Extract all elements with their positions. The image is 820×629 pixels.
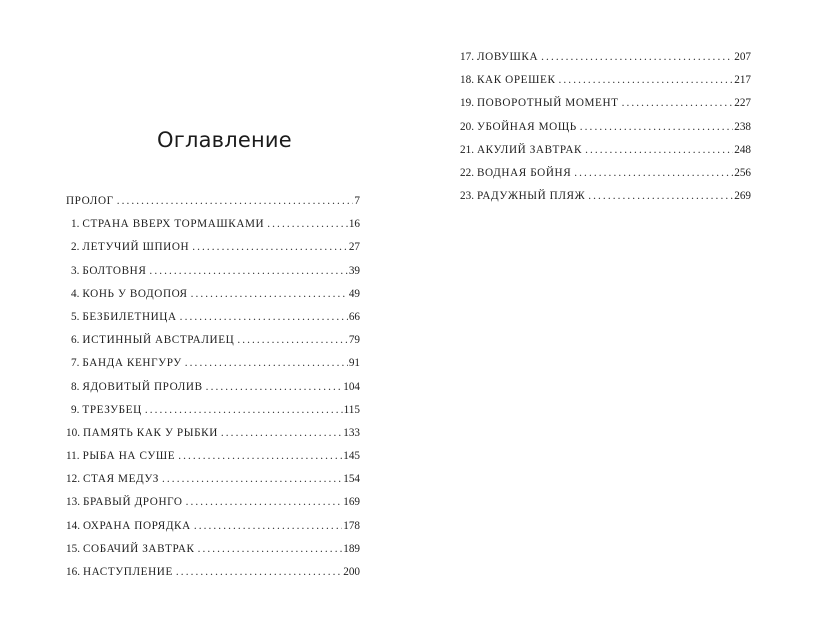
toc-entry (66, 213, 360, 236)
toc-dot-leader (622, 92, 734, 115)
toc-entry (460, 116, 751, 139)
toc-entry-title: ПАМЯТЬ КАК У РЫБКИ (82, 426, 218, 439)
toc-entry-number: 17. (460, 51, 474, 63)
toc-dot-leader (194, 515, 342, 538)
toc-entry (460, 92, 751, 115)
toc-entry-number: 13. (66, 496, 80, 509)
toc-entry-page: 178 (343, 519, 360, 532)
toc-entry (460, 139, 751, 162)
toc-entry-page: 169 (343, 496, 360, 509)
toc-entry-title: ЛОВУШКА (476, 51, 539, 63)
toc-dot-leader (221, 422, 342, 445)
toc-dot-leader (192, 236, 348, 259)
toc-dot-leader (541, 46, 733, 69)
toc-dot-leader (206, 376, 343, 399)
toc-entry-page: 27 (348, 241, 360, 254)
toc-entry-page: 238 (734, 120, 751, 133)
toc-entry (66, 468, 360, 491)
toc-entry (460, 46, 751, 69)
toc-entry-page: 217 (734, 74, 751, 87)
toc-entry-page: 256 (734, 166, 751, 179)
toc-entry (460, 162, 751, 185)
toc-entry (66, 283, 360, 306)
toc-entry (66, 376, 360, 399)
toc-entry-page: 200 (343, 566, 360, 578)
toc-entry-number: 9. (71, 403, 80, 416)
toc-entry-title: ПОВОРОТНЫЙ МОМЕНТ (476, 97, 619, 110)
toc-entry-title: ЛЕТУЧИЙ ШПИОН (82, 241, 190, 254)
toc-dot-leader (176, 561, 342, 584)
toc-dot-leader (237, 329, 347, 352)
toc-entry (66, 329, 360, 352)
toc-entry (460, 69, 751, 92)
toc-entry (66, 561, 360, 584)
toc-entry (66, 538, 360, 561)
toc-dot-leader (149, 260, 347, 283)
toc-entry-page: 227 (734, 97, 751, 110)
toc-entry-title: БРАВЫЙ ДРОНГО (82, 496, 183, 509)
toc-entry-title: НАСТУПЛЕНИЕ (82, 566, 173, 578)
toc-entry-page: 79 (348, 334, 360, 347)
toc-entry-number: 8. (71, 380, 80, 393)
toc-entry-number: 6. (71, 334, 80, 347)
toc-entry-title: ПРОЛОГ (66, 195, 114, 207)
toc-entry-page: 115 (343, 403, 360, 416)
toc-entry (66, 190, 360, 213)
toc-entry-number: 2. (71, 241, 80, 254)
toc-entry-number: 21. (460, 143, 474, 156)
toc-entry-number: 15. (66, 542, 80, 555)
toc-entry-page: 66 (348, 310, 360, 323)
toc-entry-number: 18. (460, 74, 474, 87)
toc-dot-leader (117, 190, 354, 213)
toc-entry-title: СТАЯ МЕДУЗ (82, 473, 159, 486)
toc-entry-page: 16 (348, 218, 360, 231)
toc-dot-leader (186, 491, 343, 514)
toc-entry-number: 20. (460, 120, 474, 133)
toc-entry-number: 10. (66, 426, 80, 439)
toc-entry-title: АКУЛИЙ ЗАВТРАК (476, 143, 583, 156)
toc-entry-number: 19. (460, 97, 474, 110)
toc-entry-title: ИСТИННЫЙ АВСТРАЛИЕЦ (82, 334, 235, 347)
toc-entry-title: РАДУЖНЫЙ ПЛЯЖ (476, 190, 586, 203)
toc-entry-number: 5. (71, 310, 80, 323)
toc-entry-title: БЕЗБИЛЕТНИЦА (82, 310, 177, 323)
toc-entry-title: РЫБА НА СУШЕ (82, 450, 176, 463)
toc-entry-number: 1. (71, 218, 80, 231)
toc-entry (66, 491, 360, 514)
toc-entry-title: ВОДНАЯ БОЙНЯ (476, 166, 572, 179)
toc-entry-number: 4. (71, 287, 80, 300)
right-page (410, 0, 820, 629)
toc-dot-leader (580, 116, 733, 139)
toc-entry-page: 189 (343, 542, 360, 555)
toc-entry-number: 22. (460, 166, 474, 179)
toc-dot-leader (162, 468, 342, 491)
toc-entry (66, 306, 360, 329)
toc-entry-title: СТРАНА ВВЕРХ ТОРМАШКАМИ (82, 218, 265, 231)
toc-entry-number: 23. (460, 190, 474, 203)
toc-entry-title: ТРЕЗУБЕЦ (82, 403, 142, 416)
toc-entry-page: 7 (354, 195, 360, 207)
toc-dot-leader (180, 306, 348, 329)
toc-entry-page: 248 (734, 143, 751, 156)
toc-dot-leader (574, 162, 733, 185)
toc-dot-leader (588, 185, 733, 208)
toc-list-right (460, 46, 751, 208)
toc-title: Оглавление (157, 128, 292, 152)
toc-entry (66, 445, 360, 468)
toc-entry-page: 269 (734, 190, 751, 203)
toc-dot-leader (267, 213, 348, 236)
toc-entry (66, 422, 360, 445)
toc-list-left (66, 190, 360, 584)
toc-entry-page: 39 (348, 264, 360, 277)
toc-entry-title: КАК ОРЕШЕК (476, 74, 556, 87)
toc-entry-number: 14. (66, 519, 80, 532)
toc-entry-title: ОХРАНА ПОРЯДКА (82, 519, 191, 532)
toc-entry (460, 185, 751, 208)
toc-entry (66, 236, 360, 259)
toc-entry-page: 49 (348, 287, 360, 300)
toc-entry-page: 154 (343, 473, 360, 486)
toc-entry-page: 207 (734, 51, 751, 63)
toc-entry (66, 260, 360, 283)
toc-entry-title: БОЛТОВНЯ (82, 264, 147, 277)
toc-entry-number: 7. (71, 357, 80, 370)
toc-dot-leader (191, 283, 348, 306)
toc-entry-title: СОБАЧИЙ ЗАВТРАК (82, 542, 195, 555)
toc-dot-leader (145, 399, 343, 422)
toc-entry-number: 12. (66, 473, 80, 486)
toc-entry-title: УБОЙНАЯ МОЩЬ (476, 120, 577, 133)
toc-entry (66, 515, 360, 538)
toc-entry-number: 11. (66, 450, 80, 463)
toc-entry (66, 352, 360, 375)
toc-entry-number: 3. (71, 264, 80, 277)
toc-entry-page: 91 (348, 357, 360, 370)
toc-entry-page: 133 (343, 426, 360, 439)
toc-entry-title: ЯДОВИТЫЙ ПРОЛИВ (82, 380, 203, 393)
toc-entry (66, 399, 360, 422)
toc-entry-page: 104 (343, 380, 360, 393)
toc-dot-leader (178, 445, 342, 468)
toc-dot-leader (585, 139, 733, 162)
toc-dot-leader (198, 538, 343, 561)
toc-entry-title: КОНЬ У ВОДОПОЯ (82, 287, 188, 300)
toc-dot-leader (185, 352, 348, 375)
toc-entry-page: 145 (343, 450, 360, 463)
toc-entry-number: 16. (66, 566, 80, 578)
toc-entry-title: БАНДА КЕНГУРУ (82, 357, 182, 370)
toc-dot-leader (559, 69, 734, 92)
